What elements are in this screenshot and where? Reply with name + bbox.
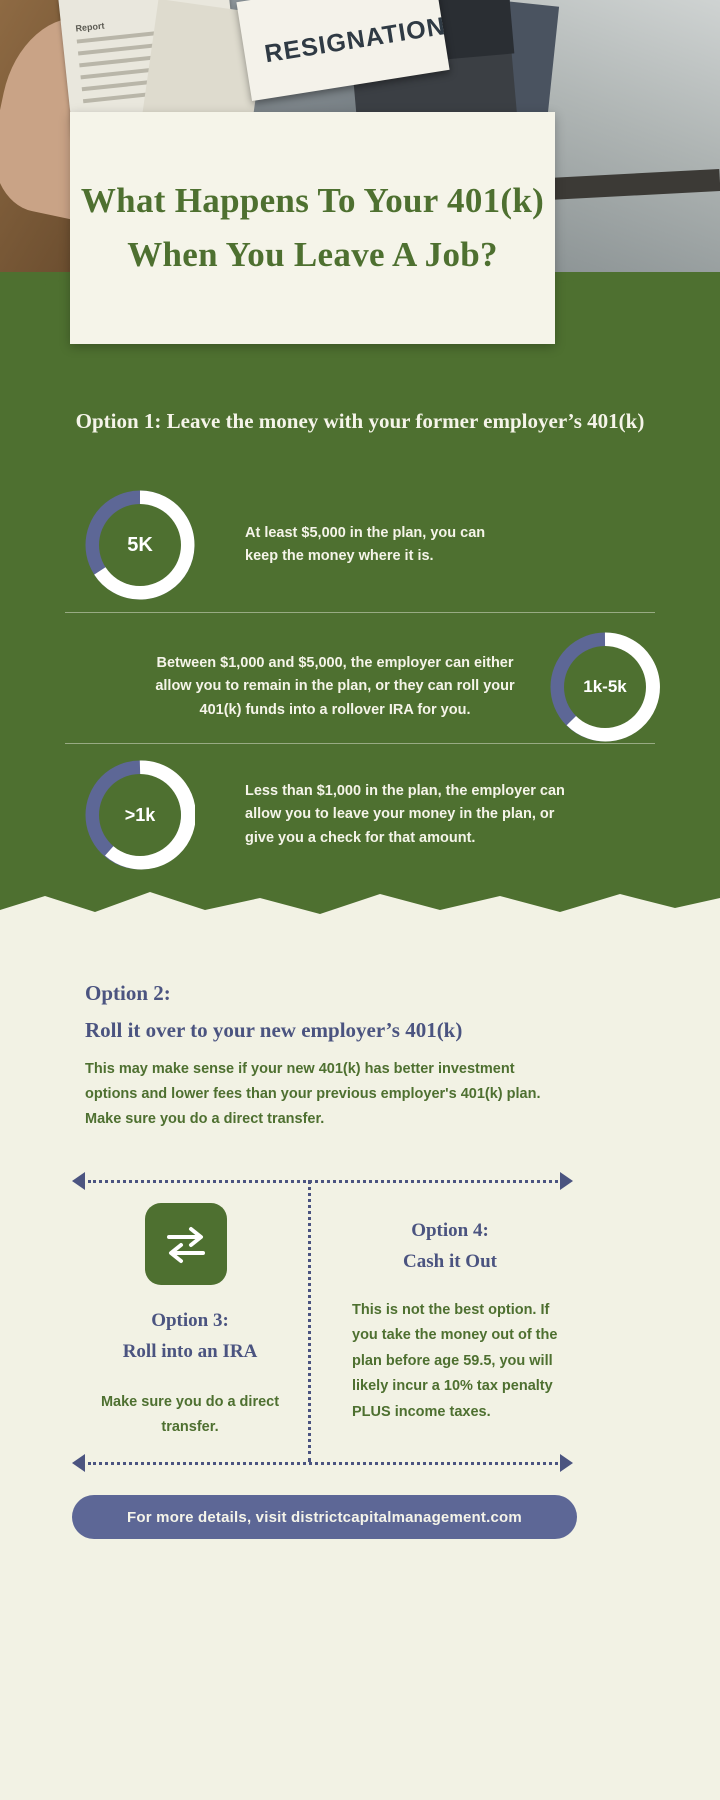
option4-body: This is not the best option. If you take the money out of the plan before age 59.5, you will likely incur a 10% tax penalty PLUS income taxes. <box>352 1302 558 1420</box>
option1-text-2: Between $1,000 and $5,000, the employer can either allow you to remain in the plan, or they can roll your 401(k) funds into a rollover IRA for you. <box>155 654 515 718</box>
option1-item-1 <box>85 490 645 600</box>
option4-title-line2: Cash it Out <box>403 1251 497 1273</box>
arrow-left-bottom <box>72 1454 85 1472</box>
option2-body: This may make sense if your new 401(k) has better investment options and lower fees than your previous employer's 401(k) plan. Make sure you do a direct transfer. <box>85 1061 541 1128</box>
option1-item-2 <box>60 632 660 742</box>
option4-title <box>340 1215 560 1278</box>
divider-1 <box>65 612 655 613</box>
option3-body: Make sure you do a direct transfer. <box>100 1394 280 1435</box>
transfer-arrows-icon <box>145 1203 227 1285</box>
donut-label-gt-1k: >1k <box>124 804 156 825</box>
donut-center-gt-1k <box>99 774 181 856</box>
dashed-line-bottom <box>88 1462 558 1465</box>
option1-item-3 <box>85 760 645 870</box>
donut-1k-5k <box>550 632 660 742</box>
title-card <box>70 112 555 344</box>
option1-text-1: At least $5,000 in the plan, you can keep the money where it is. <box>245 524 486 564</box>
arrow-right-bottom <box>560 1454 573 1472</box>
option1-text-3: Less than $1,000 in the plan, the employer can allow you to leave your money in the plan, or give you a check for that amount. <box>245 782 565 846</box>
option2-title <box>85 975 462 1049</box>
page-title: What Happens To Your 401(k) When You Leave A Job? <box>80 180 545 274</box>
resignation-label: RESIGNATION <box>262 12 448 69</box>
torn-edge-bottom <box>0 880 720 940</box>
option1-heading: Option 1: Leave the money with your former employer’s 401(k) <box>75 409 645 433</box>
donut-center-1k-5k <box>564 646 646 728</box>
option3-title-line1: Option 3: <box>151 1310 229 1331</box>
footer-cta-button[interactable] <box>72 1495 577 1539</box>
transfer-arrows-glyph <box>163 1224 209 1264</box>
option3-title-line2: Roll into an IRA <box>122 1341 258 1363</box>
report-paper-label: Report <box>74 20 105 34</box>
donut-gt-1k <box>85 760 195 870</box>
arrow-right-top <box>560 1172 573 1190</box>
arrow-left-top <box>72 1172 85 1190</box>
option2-title-line1: Option 2: <box>85 981 171 1005</box>
option4-title-line1: Option 4: <box>411 1220 489 1241</box>
dashed-line-middle <box>308 1180 311 1462</box>
donut-center-5k <box>99 504 181 586</box>
donut-label-5k: 5K <box>127 533 153 556</box>
dashed-line-top <box>88 1180 558 1183</box>
donut-label-1k-5k: 1k-5k <box>583 677 627 696</box>
option2-title-line2: Roll it over to your new employer’s 401(k) <box>85 1017 463 1042</box>
footer-cta-label: For more details, visit districtcapitalmanagement.com <box>127 1508 522 1526</box>
donut-5k <box>85 490 195 600</box>
divider-2 <box>65 743 655 744</box>
option3-title <box>90 1305 290 1368</box>
